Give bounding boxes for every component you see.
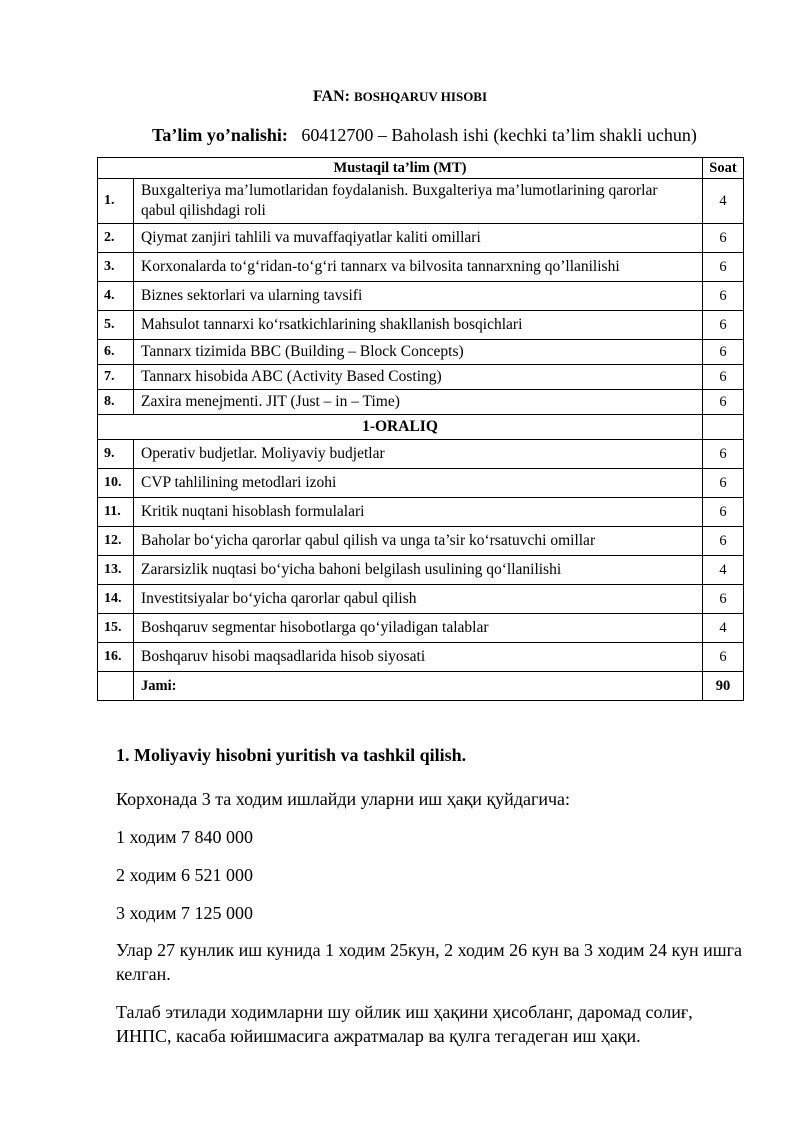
row-hours: 6 bbox=[703, 440, 744, 469]
row-number: 5. bbox=[98, 311, 134, 340]
row-topic: Buxgalteriya ma’lumotlaridan foydalanish. Buxgalteriya ma’lumotlarining qarorlar qabul qilishdagi roli bbox=[134, 179, 703, 224]
row-hours: 6 bbox=[703, 643, 744, 672]
table-row bbox=[98, 311, 744, 340]
table-row bbox=[98, 556, 744, 585]
row-topic: Boshqaruv segmentar hisobotlarga qo‘yiladigan talablar bbox=[134, 614, 703, 643]
row-hours: 4 bbox=[703, 179, 744, 224]
row-number: 13. bbox=[98, 556, 134, 585]
row-topic: Tannarx tizimida BBC (Building – Block Concepts) bbox=[134, 340, 703, 365]
total-value: 90 bbox=[703, 672, 744, 701]
independent-study-table bbox=[97, 157, 744, 701]
study-direction-label: Ta’lim yo’nalishi: bbox=[152, 125, 288, 145]
header-hours: Soat bbox=[703, 158, 744, 179]
row-topic: Investitsiyalar bo‘yicha qarorlar qabul qilish bbox=[134, 585, 703, 614]
row-hours: 6 bbox=[703, 253, 744, 282]
row-hours: 6 bbox=[703, 585, 744, 614]
table-body bbox=[98, 179, 744, 701]
row-hours: 4 bbox=[703, 556, 744, 585]
row-hours: 6 bbox=[703, 365, 744, 390]
total-label: Jami: bbox=[134, 672, 703, 701]
row-number: 15. bbox=[98, 614, 134, 643]
paragraph: Улар 27 кунлик иш кунида 1 ходим 25кун, 2 ходим 26 кун ва 3 ходим 24 кун ишга келган. bbox=[116, 940, 742, 984]
row-topic: Korxonalarda to‘g‘ridan-to‘g‘ri tannarx va bilvosita tannarxning qo’llanilishi bbox=[134, 253, 703, 282]
subject-title bbox=[0, 88, 800, 106]
subject-prefix: FAN: bbox=[312, 88, 350, 105]
separator-empty-cell bbox=[703, 415, 744, 440]
row-topic: Zararsizlik nuqtasi bo‘yicha bahoni belgilash usulining qo‘llanilishi bbox=[134, 556, 703, 585]
table-row bbox=[98, 643, 744, 672]
header-topic: Mustaqil ta’lim (MT) bbox=[98, 158, 703, 179]
row-number: 7. bbox=[98, 365, 134, 390]
row-topic: Biznes sektorlari va ularning tavsifi bbox=[134, 282, 703, 311]
table-row bbox=[98, 614, 744, 643]
table-row bbox=[98, 440, 744, 469]
table-row bbox=[98, 415, 744, 440]
table-row bbox=[98, 469, 744, 498]
table-row bbox=[98, 253, 744, 282]
total-empty-cell bbox=[98, 672, 134, 701]
study-direction-value: 60412700 – Baholash ishi (kechki ta’lim shakli uchun) bbox=[301, 125, 697, 145]
row-hours: 6 bbox=[703, 390, 744, 415]
table-row bbox=[98, 498, 744, 527]
row-hours: 6 bbox=[703, 311, 744, 340]
row-number: 8. bbox=[98, 390, 134, 415]
row-topic: Baholar bo‘yicha qarorlar qabul qilish va unga ta’sir ko‘rsatuvchi omillar bbox=[134, 527, 703, 556]
row-number: 16. bbox=[98, 643, 134, 672]
row-number: 3. bbox=[98, 253, 134, 282]
row-topic: Zaxira menejmenti. JIT (Just – in – Time) bbox=[134, 390, 703, 415]
paragraph: 2 ходим 6 521 000 bbox=[116, 865, 253, 885]
row-hours: 6 bbox=[703, 224, 744, 253]
row-number: 10. bbox=[98, 469, 134, 498]
table-row bbox=[98, 282, 744, 311]
table-row bbox=[98, 672, 744, 701]
table-row bbox=[98, 179, 744, 224]
row-hours: 6 bbox=[703, 282, 744, 311]
row-topic: CVP tahlilining metodlari izohi bbox=[134, 469, 703, 498]
row-topic: Boshqaruv hisobi maqsadlarida hisob siyosati bbox=[134, 643, 703, 672]
row-hours: 6 bbox=[703, 469, 744, 498]
table-row bbox=[98, 340, 744, 365]
table-header-row bbox=[98, 158, 744, 179]
row-number: 11. bbox=[98, 498, 134, 527]
row-hours: 4 bbox=[703, 614, 744, 643]
row-topic: Operativ budjetlar. Moliyaviy budjetlar bbox=[134, 440, 703, 469]
row-topic: Tannarx hisobida ABC (Activity Based Costing) bbox=[134, 365, 703, 390]
table-row bbox=[98, 390, 744, 415]
table-row bbox=[98, 224, 744, 253]
section-heading: 1. Moliyaviy hisobni yuritish va tashkil qilish. bbox=[116, 745, 467, 765]
midterm-separator: 1-ORALIQ bbox=[98, 415, 703, 440]
paragraph: 3 ходим 7 125 000 bbox=[116, 903, 253, 923]
row-number: 4. bbox=[98, 282, 134, 311]
paragraph: 1 ходим 7 840 000 bbox=[116, 827, 253, 847]
row-number: 14. bbox=[98, 585, 134, 614]
paragraph: Талаб этилади ходимларни шу ойлик иш ҳақини ҳисобланг, даромад солиғ, ИНПС, касаба юйишмасига ажратмалар ва қулга тегадеган иш ҳақи. bbox=[116, 1002, 693, 1046]
row-hours: 6 bbox=[703, 498, 744, 527]
row-number: 6. bbox=[98, 340, 134, 365]
table-row bbox=[98, 585, 744, 614]
row-hours: 6 bbox=[703, 340, 744, 365]
row-topic: Qiymat zanjiri tahlili va muvaffaqiyatlar kaliti omillari bbox=[134, 224, 703, 253]
row-number: 1. bbox=[98, 179, 134, 224]
row-number: 12. bbox=[98, 527, 134, 556]
study-direction bbox=[152, 125, 697, 146]
row-number: 2. bbox=[98, 224, 134, 253]
paragraph: Корхонада 3 та ходим ишлайди уларни иш ҳақи қуйдагича: bbox=[116, 789, 571, 809]
row-hours: 6 bbox=[703, 527, 744, 556]
subject-name: BOSHQARUV HISOBI bbox=[353, 89, 488, 104]
row-number: 9. bbox=[98, 440, 134, 469]
table-row bbox=[98, 527, 744, 556]
table-row bbox=[98, 365, 744, 390]
row-topic: Mahsulot tannarxi ko‘rsatkichlarining shakllanish bosqichlari bbox=[134, 311, 703, 340]
row-topic: Kritik nuqtani hisoblash formulalari bbox=[134, 498, 703, 527]
